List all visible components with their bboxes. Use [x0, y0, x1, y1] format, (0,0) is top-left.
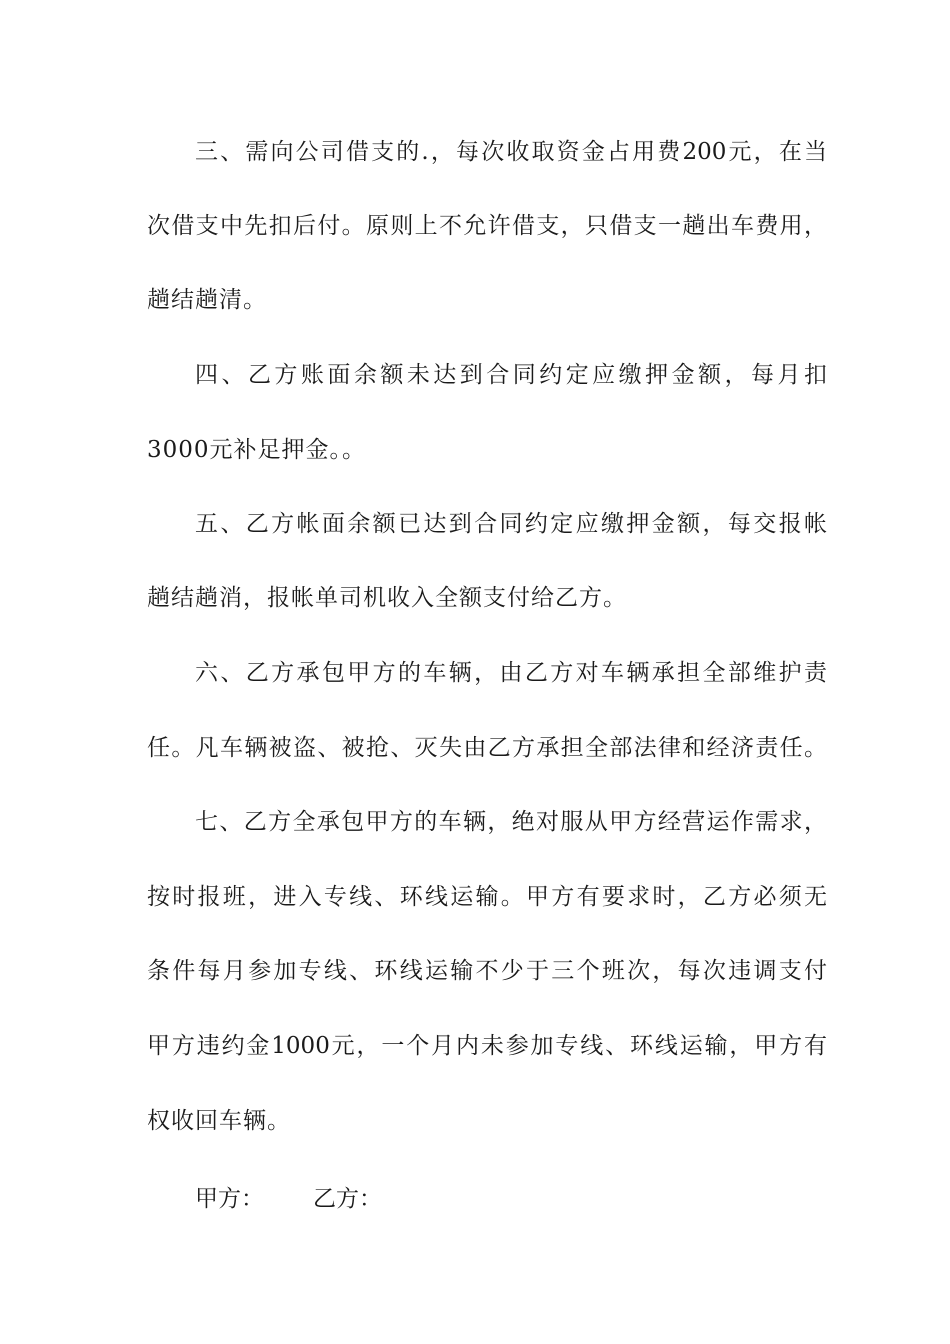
paragraph-5-line-2: 趟结趟消，报帐单司机收入全额支付给乙方。: [147, 585, 627, 611]
paragraph-7-line-2: 按时报班，进入专线、环线运输。甲方有要求时，乙方必须无: [147, 884, 827, 910]
signature-party-a: 甲方：: [195, 1186, 264, 1212]
paragraph-4-line-2: 3000元补足押金。。: [147, 437, 367, 463]
paragraph-7-line-5: 权收回车辆。: [147, 1108, 291, 1134]
paragraph-5-line-1: 五、乙方帐面余额已达到合同约定应缴押金额，每交报帐: [195, 511, 827, 537]
paragraph-6-line-2: 任。凡车辆被盗、被抢、灭失由乙方承担全部法律和经济责任。: [147, 735, 827, 761]
paragraph-3-line-2: 次借支中先扣后付。原则上不允许借支，只借支一趟出车费用，: [147, 213, 827, 239]
paragraph-3-line-3: 趟结趟清。: [147, 287, 267, 313]
paragraph-6-line-1: 六、乙方承包甲方的车辆，由乙方对车辆承担全部维护责: [195, 660, 827, 686]
paragraph-7-line-1: 七、乙方全承包甲方的车辆，绝对服从甲方经营运作需求，: [195, 809, 827, 835]
paragraph-7-line-4: 甲方违约金1000元，一个月内未参加专线、环线运输，甲方有: [147, 1033, 827, 1059]
signature-party-b: 乙方：: [313, 1186, 382, 1212]
paragraph-4-line-1: 四、乙方账面余额未达到合同约定应缴押金额，每月扣: [195, 362, 827, 388]
paragraph-3-line-1: 三、需向公司借支的.，每次收取资金占用费200元，在当: [195, 139, 827, 165]
paragraph-7-line-3: 条件每月参加专线、环线运输不少于三个班次，每次违调支付: [147, 958, 827, 984]
